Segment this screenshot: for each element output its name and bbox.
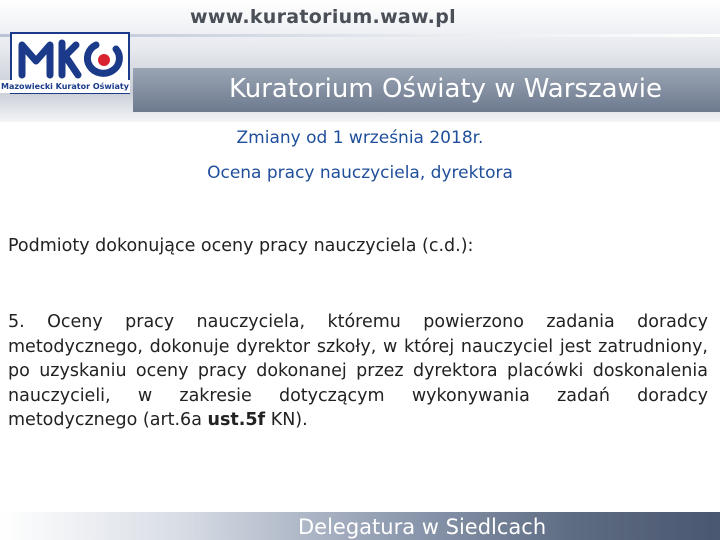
slide-subtitle-topic: Ocena pracy nauczyciela, dyrektora bbox=[207, 163, 513, 183]
body-paragraph bbox=[8, 310, 708, 433]
paragraph-end: KN). bbox=[265, 410, 308, 430]
footer-text: Delegatura w Siedlcach bbox=[298, 515, 547, 539]
paragraph-text: 5. Oceny pracy nauczyciela, któremu powierzono zadania doradcy metodycznego, dokonuje dyrektor szkoły, w której nauczyciel jest zatrudniony, po uzyskaniu oceny pracy dokonanej przez dyrektora placówki doskonalenia nauczycieli, w zakresie dotyczącym wykonywania zadań doradcy metodycznego (art.6a bbox=[8, 312, 708, 430]
section-heading: Podmioty dokonujące oceny pracy nauczyciela (c.d.): bbox=[8, 236, 474, 256]
slide-subtitle-date: Zmiany od 1 września 2018r. bbox=[236, 128, 484, 148]
logo-caption-text: Mazowiecki Kurator Oświaty bbox=[1, 82, 129, 91]
footer-bar bbox=[0, 512, 720, 540]
site-header bbox=[0, 0, 720, 122]
site-url[interactable]: www.kuratorium.waw.pl bbox=[190, 6, 456, 28]
mko-logo-icon bbox=[16, 37, 124, 81]
title-banner bbox=[133, 68, 720, 112]
paragraph-bold-ref: ust.5f bbox=[207, 410, 266, 430]
banner-title: Kuratorium Oświaty w Warszawie bbox=[229, 74, 663, 104]
logo-caption bbox=[0, 80, 130, 93]
